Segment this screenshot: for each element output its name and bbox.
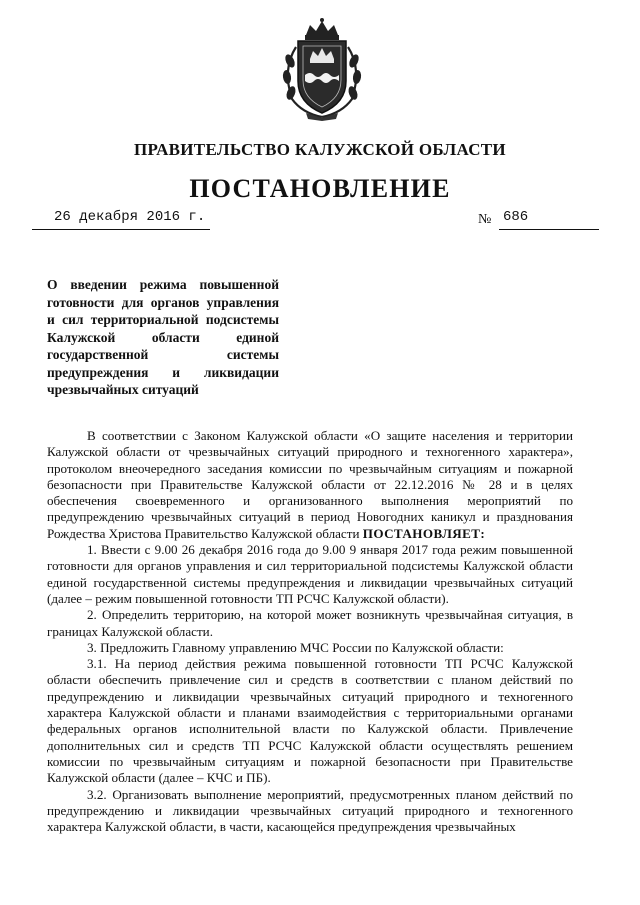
subject-line: и сил территориальной подсистемы (47, 312, 279, 327)
clause-paragraph: 1. Ввести с 9.00 26 декабря 2016 года до 9.00 9 января 2017 года режим повышенной готовности для органов управления и сил территориальной подсистемы Калужской области единой государственной системы предупреждения и ликвидации чрезвычайных ситуаций (далее – режим повышенной готовности ТП РСЧС Калужской области). (47, 542, 573, 606)
clause-paragraph: 3.2. Организовать выполнение мероприятий, предусмотренных планом действий по предупреждению и ликвидации чрезвычайных ситуаций природного и техногенного характера Калужской области, в части, касающейся предупреждения чрезвычайных (47, 786, 573, 835)
subject-line: О введении режима повышенной (47, 277, 279, 292)
preamble-text: В соответствии с Законом Калужской области «О защите населения и территории Калужской области от чрезвычайных ситуаций природного и техногенного характера», протоколом внеочередного заседания комиссии по чрезвычайным ситуациям и пожарной безопасности при Правительстве Калужской области от 22.12.2016 № 28 и в целях обеспечения своевременного и организованного выполнения мероприятий по предупреждению чрезвычайных ситуаций в период Новогодних каникул и празднования Рождества Христова Правительство Калужской области (47, 428, 573, 541)
doc-type-title: ПОСТАНОВЛЕНИЕ (189, 174, 451, 203)
subject-line: чрезвычайных ситуаций (47, 382, 199, 397)
number-field (499, 209, 599, 230)
subject-line: готовности для органов управления (47, 294, 279, 310)
number-value: 686 (503, 209, 529, 225)
clause-paragraph: 3. Предложить Главному управлению МЧС России по Калужской области: (87, 639, 504, 655)
number-sign: № (478, 212, 492, 227)
subject-line: Калужской области единой (47, 329, 279, 345)
document-subject (47, 276, 279, 399)
document-body (47, 428, 573, 835)
clause-paragraph: 2. Определить территорию, на которой может возникнуть чрезвычайная ситуация, в границах Калужской области. (47, 607, 573, 639)
subject-line: государственной системы (47, 347, 279, 362)
subject-line: предупреждения и ликвидации (47, 364, 279, 380)
clause-paragraph: 3.1. На период действия режима повышенной готовности ТП РСЧС Калужской области обеспечить привлечение сил и средств в соответствии с планом действий по предупреждению и ликвидации чрезвычайных ситуаций природного и техногенного характера Калужской области и планами взаимодействия с территориальными органами федеральных органов исполнительной власти по Калужской области. Привлечение дополнительных сил и средств ТП РСЧС Калужской области осуществлять решением комиссии по чрезвычайным ситуациям и пожарной безопасности при Правительстве Калужской области (далее – КЧС и ПБ). (47, 656, 573, 786)
kaluga-coat-of-arms-icon (276, 17, 368, 121)
date-value: 26 декабря 2016 г. (54, 209, 206, 225)
org-title: ПРАВИТЕЛЬСТВО КАЛУЖСКОЙ ОБЛАСТИ (134, 140, 506, 159)
date-field (32, 209, 210, 230)
preamble-paragraph (47, 428, 573, 542)
resolves-keyword: ПОСТАНОВЛЯЕТ: (362, 525, 486, 541)
